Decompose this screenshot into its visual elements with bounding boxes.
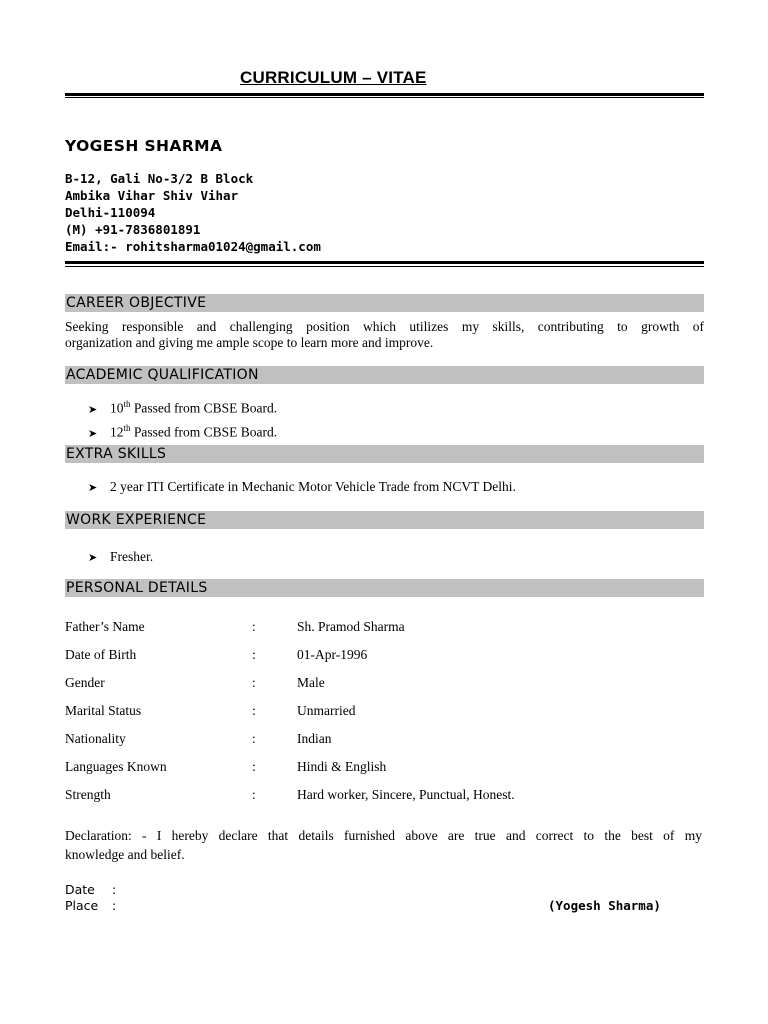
section-heading-extra-skills: EXTRA SKILLS	[65, 445, 704, 463]
email-address: Email:- rohitsharma01024@gmail.com	[65, 239, 321, 254]
address-line-2: Ambika Vihar Shiv Vihar	[65, 188, 239, 203]
career-objective-line-2: organization and giving me ample scope to learn more and improve.	[65, 335, 434, 350]
section-heading-academic: ACADEMIC QUALIFICATION	[65, 366, 704, 384]
declaration-text	[65, 826, 702, 864]
detail-row-gender: Gender : Male	[65, 675, 325, 690]
arrowhead-bullet-icon: ➤	[88, 402, 98, 416]
contact-block	[65, 170, 321, 255]
address-line-1: B-12, Gali No-3/2 B Block	[65, 171, 254, 186]
career-objective-text	[65, 319, 704, 351]
declaration-line-1: Declaration: - I hereby declare that details furnished above are true and correct to the best of my	[65, 828, 702, 843]
detail-row-nationality: Nationality : Indian	[65, 731, 332, 746]
career-objective-line-1: Seeking responsible and challenging position which utilizes my skills, contributing to growth of	[65, 319, 704, 334]
candidate-name: YOGESH SHARMA	[65, 137, 223, 155]
title-rule-thin	[65, 97, 704, 98]
header-rule	[65, 261, 704, 264]
list-item: ➤ 2 year ITI Certificate in Mechanic Motor Vehicle Trade from NCVT Delhi.	[88, 479, 516, 494]
document-title: CURRICULUM – VITAE	[240, 68, 427, 87]
section-heading-personal-details: PERSONAL DETAILS	[65, 579, 704, 597]
arrowhead-bullet-icon: ➤	[88, 481, 98, 494]
section-heading-career-objective: CAREER OBJECTIVE	[65, 294, 704, 312]
address-line-3: Delhi-110094	[65, 205, 156, 220]
phone-number: (M) +91-7836801891	[65, 222, 201, 237]
detail-row-marital-status: Marital Status : Unmarried	[65, 703, 356, 718]
list-item: ➤ 12th Passed from CBSE Board.	[88, 423, 278, 440]
footer-date: Date :	[65, 882, 117, 897]
declaration-line-2: knowledge and belief.	[65, 847, 185, 862]
detail-row-date-of-birth: Date of Birth : 01-Apr-1996	[65, 647, 368, 662]
header-rule-thin	[65, 266, 704, 267]
signature-name: (Yogesh Sharma)	[548, 898, 661, 913]
detail-row-strength: Strength : Hard worker, Sincere, Punctual, Honest.	[65, 787, 515, 802]
arrowhead-bullet-icon: ➤	[88, 426, 98, 440]
detail-row-fathers-name: Father’s Name : Sh. Pramod Sharma	[65, 619, 405, 634]
section-heading-work-experience: WORK EXPERIENCE	[65, 511, 704, 529]
title-rule	[65, 93, 704, 96]
list-item: ➤ 10th Passed from CBSE Board.	[88, 399, 278, 416]
list-item: ➤ Fresher.	[88, 549, 154, 564]
footer-place: Place :	[65, 898, 117, 913]
arrowhead-bullet-icon: ➤	[88, 551, 98, 564]
detail-row-languages-known: Languages Known : Hindi & English	[65, 759, 387, 774]
